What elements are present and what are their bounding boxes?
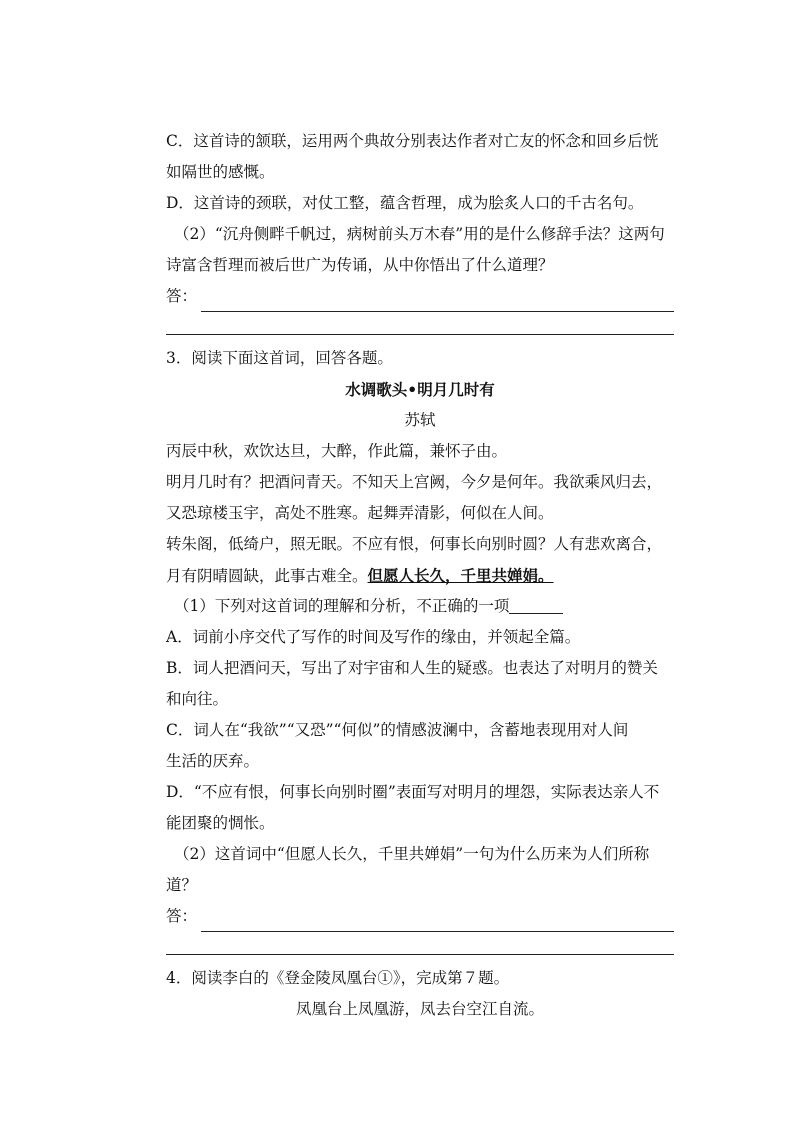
q3-sub2-line2: 道？ xyxy=(166,876,198,894)
q3-sub1-text: （1）下列对这首词的理解和分析，不正确的一项 xyxy=(174,597,510,615)
q3-stanza2-line1: 转朱阁，低绮户，照无眠。不应有恨，何事长向别时圆？人有悲欢离合， xyxy=(166,535,663,553)
q3-option-c-line2: 生活的厌弃。 xyxy=(166,752,260,770)
q3-option-b-line1: B．词人把酒问天，写出了对宇宙和人生的疑惑。也表达了对明月的赞关 xyxy=(166,659,658,677)
q2-answer-line[interactable] xyxy=(166,281,674,312)
q2-sub2-line1: （2）“沉舟侧畔千帆过，病树前头万木春”用的是什么修辞手法？这两句 xyxy=(174,225,665,243)
q3-option-c-line1: C．词人在“我欲”“又恐”“何似”的情感波澜中，含蓄地表现用对人间 xyxy=(166,721,629,739)
q3-preface: 丙辰中秋，欢饮达旦，大醉，作此篇，兼怀子由。 xyxy=(166,442,508,460)
q3-stanza1-line2: 又恐琼楼玉宇，高处不胜寒。起舞弄清影，何似在人间。 xyxy=(166,504,554,522)
q3-sub1 xyxy=(166,591,674,622)
q3-highlighted-verse: 但愿人长久，千里共婵娟。 xyxy=(367,566,554,585)
q3-option-b-line2: 和向往。 xyxy=(166,690,229,708)
q3-answer-line[interactable] xyxy=(166,901,674,932)
q2-option-d: D．这首诗的颈联，对仗工整，蕴含哲理，成为脍炙人口的千古名句。 xyxy=(166,194,644,212)
q2-answer-rule[interactable] xyxy=(201,289,674,312)
q3-author: 苏轼 xyxy=(404,411,436,429)
q3-sub2-line1: （2）这首词中“但愿人长久，千里共婵娟”一句为什么历来为人们所称 xyxy=(174,845,650,863)
q3-option-d-line2: 能团聚的惆怅。 xyxy=(166,814,275,832)
q3-stanza2-line2 xyxy=(166,560,674,591)
q2-option-c-line1: C．这首诗的颔联，运用两个典故分别表达作者对亡友的怀念和回乡后恍 xyxy=(166,132,659,150)
q3-answer-line2[interactable] xyxy=(166,932,674,963)
q3-option-a: A．词前小序交代了写作的时间及写作的缘由，并领起全篇。 xyxy=(166,628,581,646)
q3-stanza1-line1: 明月几时有？把酒问青天。不知天上宫阙，今夕是何年。我欲乘风归去， xyxy=(166,473,663,491)
q2-option-c-line2: 如隔世的感慨。 xyxy=(166,163,275,181)
q2-answer-rule2[interactable] xyxy=(166,312,674,335)
q4-poem-line1: 凤凰台上凤凰游，凤去台空江自流。 xyxy=(295,1000,544,1018)
q2-answer-line2[interactable] xyxy=(166,312,674,343)
q3-stanza2-line2-text: 月有阴晴圆缺，此事古难全。 xyxy=(166,567,368,585)
q4-intro: 4．阅读李白的《登金陵凤凰台①》，完成第７题。 xyxy=(166,969,510,987)
q3-answer-rule2[interactable] xyxy=(166,932,674,955)
q3-intro: 3．阅读下面这首词，回答各题。 xyxy=(166,349,393,367)
q3-answer-rule[interactable] xyxy=(201,909,674,932)
q3-option-d-line1: D．“不应有恨，何事长向别时圈”表面写对明月的埋怨，实际表达亲人不 xyxy=(166,783,660,801)
q2-answer-label: 答： xyxy=(166,287,198,305)
page-content xyxy=(166,126,674,1025)
q2-sub2-line2: 诗富含哲理而被后世广为传诵，从中你悟出了什么道理？ xyxy=(166,256,554,274)
q3-sub1-blank[interactable] xyxy=(509,595,563,614)
q3-answer-label: 答： xyxy=(166,907,198,925)
q3-poem-title: 水调歌头•明月几时有 xyxy=(345,380,495,399)
